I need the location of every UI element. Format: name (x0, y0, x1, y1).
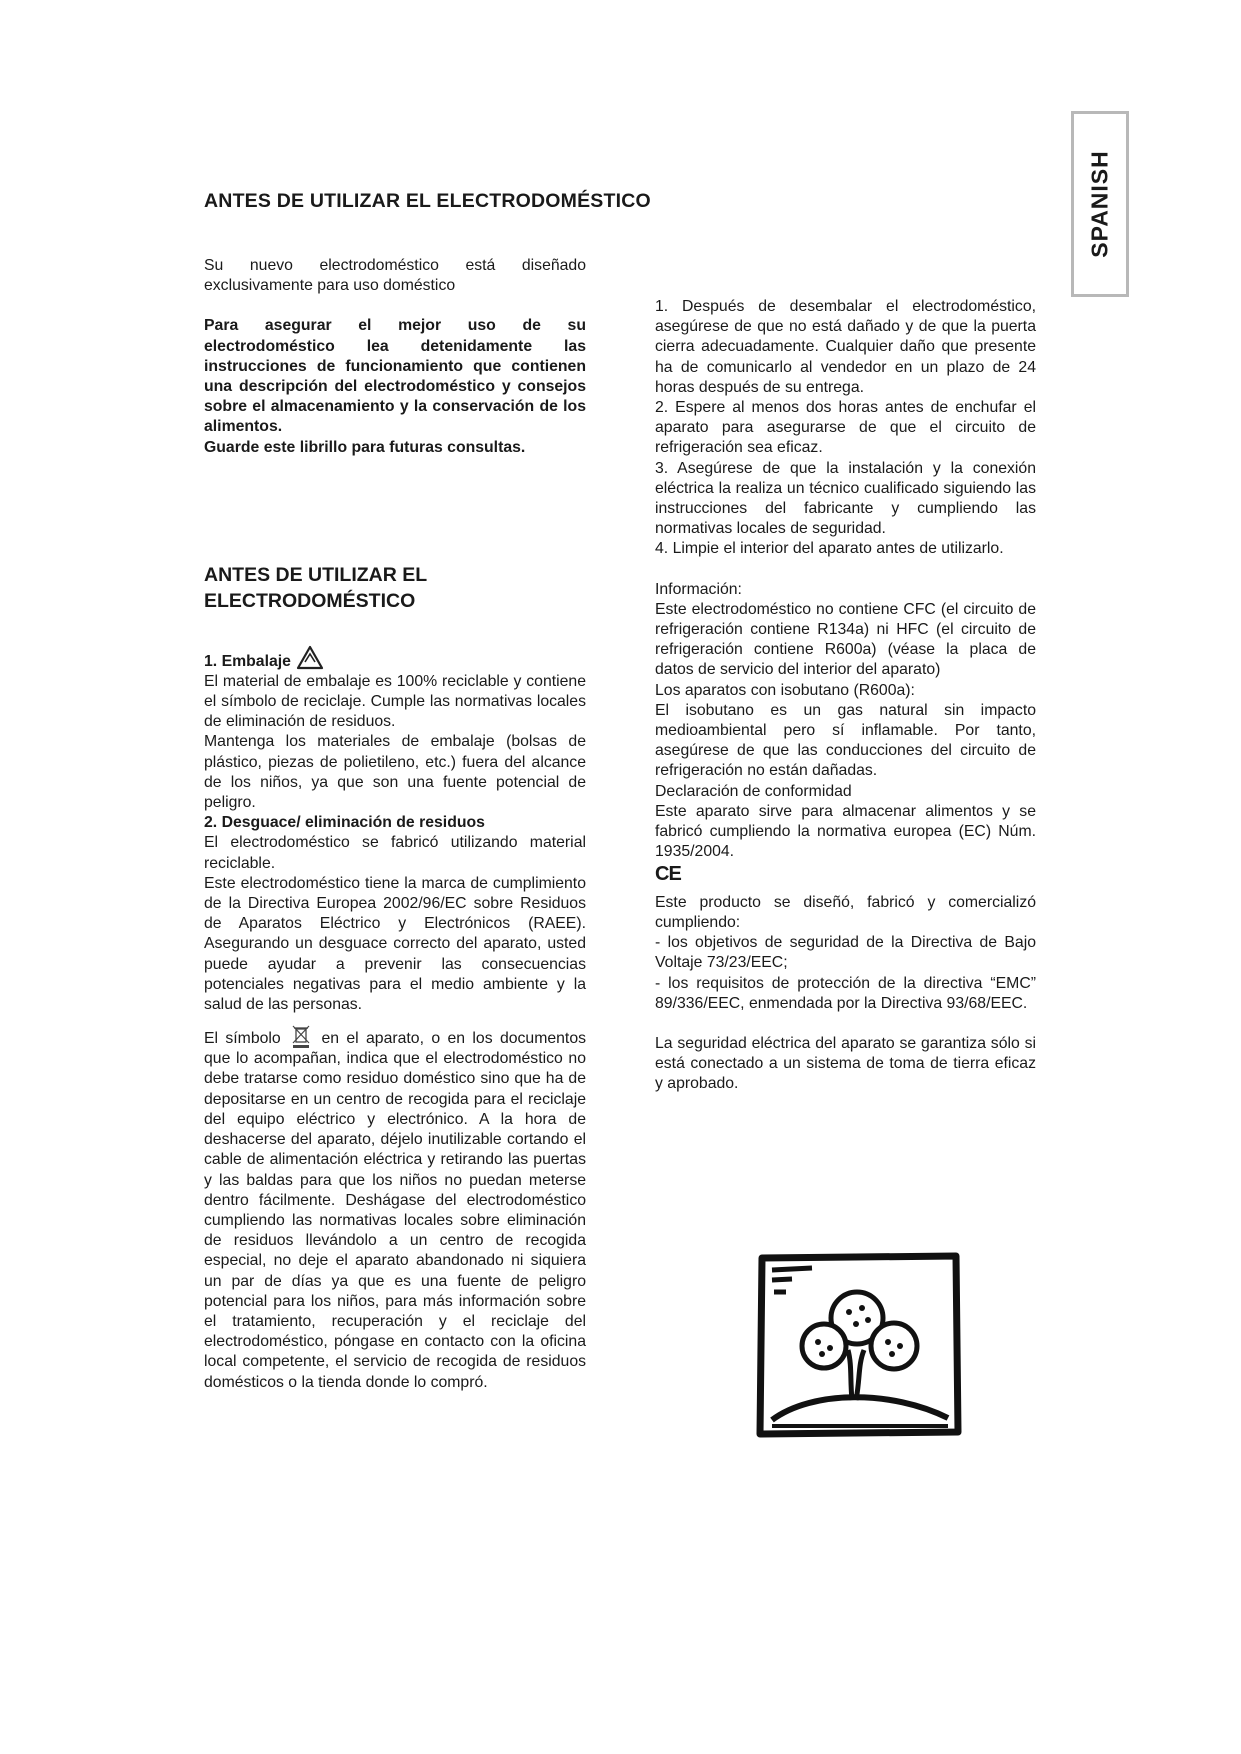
declaracion-text: Este aparato sirve para almacenar alimentos y se fabricó cumpliendo la normativa europea (EC) Núm. 1935/2004. (655, 802, 1036, 861)
symbol-text-before: El símbolo (204, 1030, 281, 1048)
intro-keep-booklet: Guarde este librillo para futuras consultas. (204, 438, 526, 456)
page-title: ANTES DE UTILIZAR EL ELECTRODOMÉSTICO (204, 190, 651, 212)
isobutano-text: El isobutano es un gas natural sin impacto medioambiental pero sí inflamable. Por tanto, asegúrese de que las conducciones del circuito de refrigeración no están dañadas. (655, 701, 1036, 780)
right-column (655, 297, 1036, 1095)
declaracion-label: Declaración de conformidad (655, 782, 852, 800)
step-2: 2. Espere al menos dos horas antes de enchufar el aparato para asegurarse de que el circuito de refrigeración sea eficaz. (655, 399, 1036, 457)
desguace-label: 2. Desguace/ eliminación de residuos (204, 814, 485, 832)
embalaje-label: 1. Embalaje (204, 652, 291, 670)
producto-text: Este producto se diseñó, fabricó y comercializó cumpliendo: (655, 893, 1036, 931)
embalaje-text-1: El material de embalaje es 100% reciclable y contiene el símbolo de reciclaje. Cumple las normativas locales de eliminación de residuos. (204, 672, 586, 731)
step-3: 3. Asegúrese de que la instalación y la conexión eléctrica la realiza un técnico cualificado siguiendo las instrucciones del fabricante y cumpliendo las normativas locales de seguridad. (655, 459, 1036, 538)
intro-instructions: Para asegurar el mejor uso de su electrodoméstico lea detenidamente las instrucciones de funcionamiento que contienen una descripción del electrodoméstico y consejos sobre el almacenamiento y la conservación de los alimentos. (204, 317, 586, 436)
embalaje-text-2: Mantenga los materiales de embalaje (bolsas de plástico, piezas de polietileno, etc.) fuera del alcance de los niños, ya que son una fuente potencial de peligro. (204, 733, 586, 812)
requisitos-text: - los requisitos de protección de la directiva “EMC” 89/336/EEC, enmendada por la Directiva 93/68/EEC. (655, 974, 1036, 1012)
step-4: 4. Limpie el interior del aparato antes de utilizarlo. (655, 540, 1004, 558)
intro-paragraph: Su nuevo electrodoméstico está diseñado exclusivamente para uso doméstico (204, 257, 586, 295)
symbol-paragraph (204, 1023, 586, 1392)
desguace-text-2: Este electrodoméstico tiene la marca de cumplimiento de la Directiva Europea 2002/96/EC sobre Residuos de Aparatos Eléctrico y Electrónicos (RAEE). Asegurando un desguace correcto del aparato, usted puede ayudar a prevenir las consecuencias potenciales negativas para el medio ambiente y la salud de las personas. (204, 874, 586, 1014)
eco-tree-icon (752, 1250, 964, 1438)
step-1: 1. Después de desembalar el electrodoméstico, asegúrese de que no está dañado y de que la puerta cierra adecuadamente. Cualquier daño que presente ha de comunicarlo al vendedor en un plazo de 24 horas después de su entrega. (655, 298, 1036, 396)
isobutano-label: Los aparatos con isobutano (R600a): (655, 681, 915, 699)
info-label: Información: (655, 580, 742, 598)
language-tab-label: SPANISH (1086, 150, 1113, 258)
section-heading-line1: ANTES DE UTILIZAR EL (204, 563, 428, 586)
info-cfc: Este electrodoméstico no contiene CFC (el circuito de refrigeración contiene R134a) ni HFC (el circuito de refrigeración contiene R600a) (véase la placa de datos de servicio del interior del aparato) (655, 600, 1036, 679)
embalaje-heading (204, 644, 586, 672)
symbol-text-after: en el aparato, o en los documentos que lo acompañan, indica que el electrodoméstico no debe tratarse como residuo doméstico sino que ha de depositarse en un centro de recogida para el reciclaje del equipo eléctrico y electrónico. A la hora de deshacerse del aparato, déjelo inutilizable cortando el cable de alimentación eléctrica y retirando las puertas y las baldas para que los niños no puedan meterse dentro fácilmente. Deshágase del electrodoméstico cumpliendo las normativas locales sobre eliminación de residuos llevándolo a un centro de recogida especial, no deje el aparato abandonado ni siquiera un par de días ya que es una fuente de peligro potencial para los niños, para más información sobre el tratamiento, recuperación y el reciclaje del electrodoméstico, póngase en contacto con la oficina local competente, el servicio de recogida de residuos domésticos o la tienda donde lo compró. (204, 1030, 587, 1391)
ce-mark-row (655, 864, 1036, 886)
section-heading (204, 562, 586, 614)
crossed-bin-icon (290, 1023, 312, 1049)
section-heading-line2: ELECTRODOMÉSTICO (204, 589, 416, 612)
objetivos-text: - los objetivos de seguridad de la Directiva de Bajo Voltaje 73/23/EEC; (655, 934, 1036, 972)
seguridad-text: La seguridad eléctrica del aparato se garantiza sólo si está conectado a un sistema de toma de tierra eficaz y aprobado. (655, 1034, 1036, 1093)
recycle-triangle-icon (295, 644, 325, 672)
ce-mark: CE (655, 863, 681, 886)
language-tab (1071, 111, 1129, 297)
left-column (204, 256, 586, 1393)
desguace-text-1: El electrodoméstico se fabricó utilizando material reciclable. (204, 834, 586, 872)
